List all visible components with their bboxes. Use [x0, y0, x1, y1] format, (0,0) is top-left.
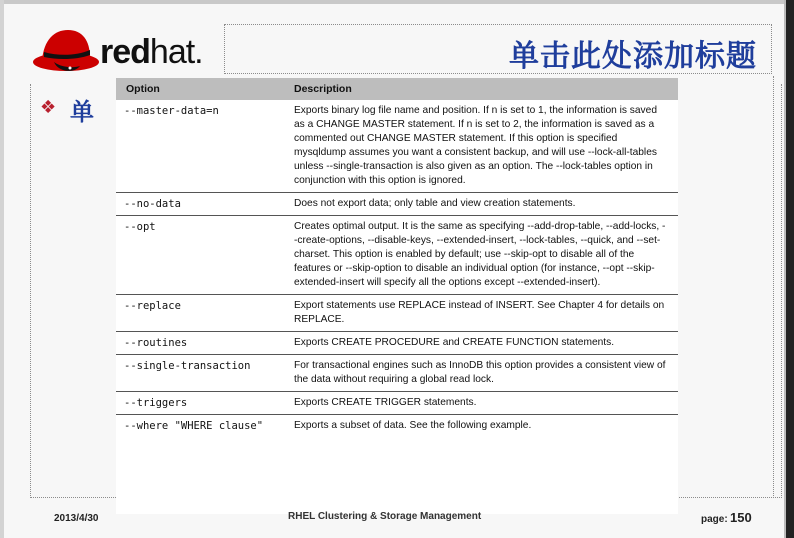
description-cell: Exports binary log file name and position. If n is set to 1, the information is saved as a CHANGE MASTER statement. If n is set to 2, the information is saved as a commented out CHANGE MASTER statement. If this option is specified mysqldump assumes you want a consistent backup, and will use --lock-all-tables unless --single-transaction is also given as an option. The --lock-tables option in conjunction with this option is ignored.: [286, 100, 678, 193]
option-cell: --master-data=n: [116, 100, 286, 193]
description-cell: For transactional engines such as InnoDB this option provides a consistent view of the data without requiring a global read lock.: [286, 355, 678, 392]
footer-page-label: page:: [701, 514, 728, 525]
title-placeholder[interactable]: [224, 24, 772, 74]
redhat-wordmark: [100, 33, 203, 72]
table-row: [116, 332, 678, 355]
description-cell: Export statements use REPLACE instead of INSERT. See Chapter 4 for details on REPLACE.: [286, 295, 678, 332]
table-row: [116, 100, 678, 193]
description-cell: Creates optimal output. It is the same as specifying --add-drop-table, --add-locks, --create-options, --disable-keys, --extended-insert, --lock-tables, --quick, and --set-charset. This option is enabled by default; use --skip-opt to disable all of the features or --skip-option to disable an individual option (for instance, --opt --skip-extended-insert will specify all the options except --extended-insert).: [286, 216, 678, 295]
window-right-edge: [786, 0, 794, 538]
bullet-text[interactable]: 单: [70, 98, 94, 126]
table-row: [116, 216, 678, 295]
table-header-row: [116, 78, 678, 100]
description-cell: Exports CREATE PROCEDURE and CREATE FUNCTION statements.: [286, 332, 678, 355]
description-cell: Does not export data; only table and view creation statements.: [286, 193, 678, 216]
table-row: [116, 295, 678, 332]
column-header-description: Description: [286, 78, 678, 100]
option-cell: --replace: [116, 295, 286, 332]
logo-text-hat: hat.: [149, 33, 203, 71]
option-cell: --routines: [116, 332, 286, 355]
option-cell: --opt: [116, 216, 286, 295]
content-border-right: [773, 76, 775, 496]
option-cell: --where "WHERE clause": [124, 420, 264, 432]
footer-center-text: RHEL Clustering & Storage Management: [288, 511, 482, 522]
table-row: [116, 193, 678, 216]
description-cell: Exports CREATE TRIGGER statements.: [286, 392, 678, 415]
options-table: [116, 78, 678, 437]
column-header-option: Option: [116, 78, 286, 100]
window-top-edge: [0, 0, 794, 4]
option-cell: --no-data: [116, 193, 286, 216]
table-row: [116, 355, 678, 392]
redhat-shadowman-logo-icon: [30, 22, 100, 74]
window-left-edge: [0, 0, 4, 538]
option-cell: --single-transaction: [116, 355, 286, 392]
slide-title[interactable]: 单击此处添加标题: [509, 39, 757, 74]
table-row: [116, 415, 678, 438]
table-row: [116, 392, 678, 415]
footer-date: 2013/4/30: [54, 513, 99, 524]
logo-text-red: red: [100, 33, 150, 71]
options-table-image: [116, 78, 678, 514]
description-cell: Exports a subset of data. See the following example.: [294, 420, 532, 431]
diamond-bullet-icon: ❖: [40, 97, 57, 117]
option-cell: --triggers: [116, 392, 286, 415]
footer-page-number: 150: [730, 510, 752, 525]
